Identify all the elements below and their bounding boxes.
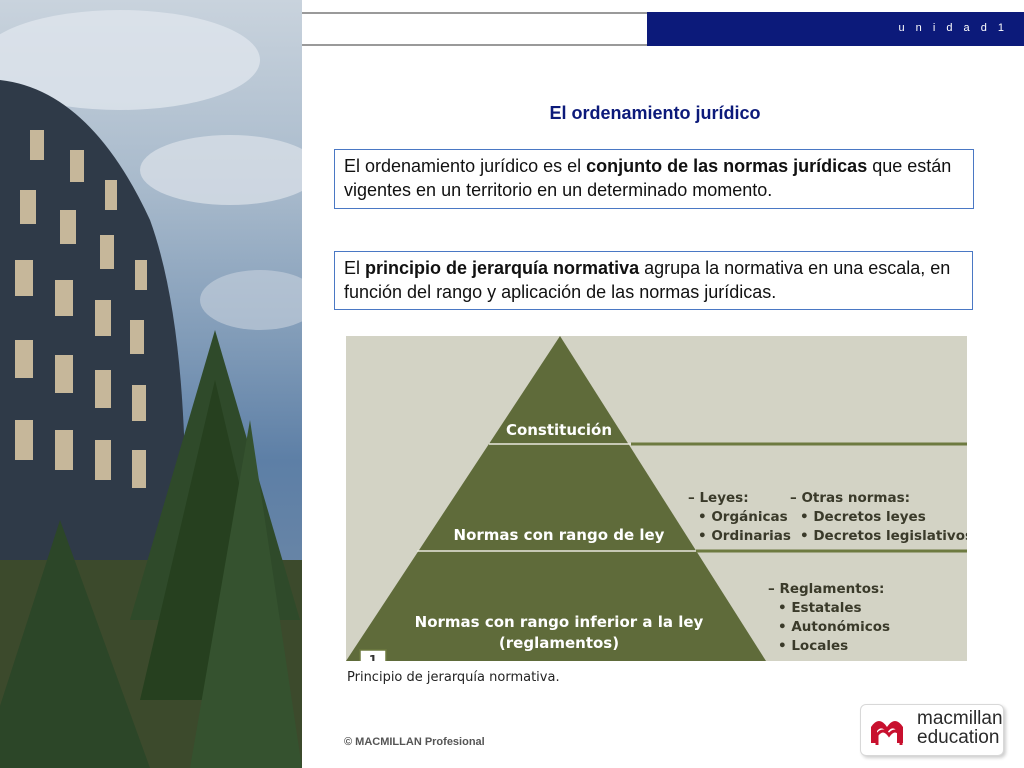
reglamentos-title: – Reglamentos:	[768, 581, 885, 597]
copyright: © MACMILLAN Profesional	[344, 736, 485, 748]
logo-text	[917, 709, 1003, 747]
definition-text-post: que están vigentes en un territorio en un determinado momento.	[344, 156, 952, 200]
otras-item: • Decretos leyes	[800, 509, 926, 525]
unit-label: u n i d a d 1	[898, 22, 1008, 34]
principle-text-post: agrupa la normativa en una escala, en función del rango y aplicación de las normas jurídicas.	[344, 258, 951, 302]
leyes-title: – Leyes:	[688, 490, 749, 506]
reglamentos-item: • Autonómicos	[778, 619, 891, 635]
macmillan-logo-icon	[865, 705, 917, 755]
level-rango-ley: Normas con rango de ley	[453, 526, 665, 544]
principle-text-bold: principio de jerarquía normativa	[365, 258, 640, 278]
level-reglamentos: (reglamentos)	[498, 634, 620, 652]
definition-text-pre: El ordenamiento jurídico es el	[344, 156, 587, 176]
definition-box	[334, 149, 974, 209]
reglamentos-item: • Locales	[778, 638, 849, 654]
figure-caption: Principio de jerarquía normativa.	[347, 670, 560, 685]
level-constitucion: Constitución	[505, 421, 613, 439]
leyes-item: • Orgánicas	[698, 509, 788, 525]
otras-title: – Otras normas:	[790, 490, 911, 506]
macmillan-logo	[860, 704, 1004, 756]
definition-text-bold: conjunto de las normas jurídicas	[586, 156, 868, 176]
hierarchy-figure	[346, 336, 967, 661]
principle-text-pre: El	[344, 258, 366, 278]
otras-item: • Decretos legislativos	[800, 528, 967, 544]
slide-title: El ordenamiento jurídico	[549, 103, 761, 123]
level-rango-inferior: Normas con rango inferior a la ley	[414, 613, 704, 631]
figure-number: 1	[368, 653, 378, 661]
building-photo	[0, 0, 302, 768]
principle-box	[334, 251, 973, 310]
logo-line-1: macmillan	[917, 708, 1003, 729]
header-rule	[302, 12, 647, 46]
logo-line-2: education	[917, 727, 1000, 748]
reglamentos-item: • Estatales	[778, 600, 862, 616]
leyes-item: • Ordinarias	[698, 528, 791, 544]
